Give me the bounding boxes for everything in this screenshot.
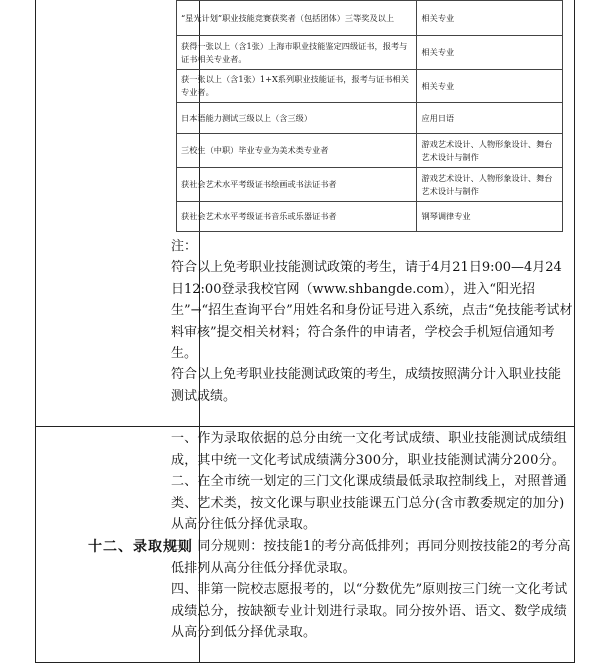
major-cell: 相关专业 <box>417 36 563 70</box>
table-row <box>177 202 563 232</box>
table-row <box>177 70 563 103</box>
table-row <box>177 134 563 168</box>
condition-cell: 三校生（中职）毕业专业为美术类专业者 <box>177 134 417 168</box>
major-cell: 游戏艺术设计、人物形象设计、舞台艺术设计与制作 <box>417 134 563 168</box>
condition-cell: 获社会艺术水平考级证书音乐或乐器证书者 <box>177 202 417 232</box>
major-cell: 应用日语 <box>417 103 563 134</box>
row-divider <box>36 426 574 427</box>
major-cell: 相关专业 <box>417 1 563 36</box>
notes-paragraph: 符合以上免考职业技能测试政策的考生，请于4月21日9:00—4月24日12:00登录我校官网（www.shbangde.com），进入“阳光招生”→“招生查询平台”用姓名和身份证号进入系统，点击“免技能考试材料审核”提交相关材料；符合条件的申请者，学校会手机短信通知考生。 <box>171 260 573 362</box>
rule-paragraph: 一、作为录取依据的总分由统一文化考试成绩、职业技能测试成绩组成，其中统一文化考试成绩满分300分，职业技能测试满分200分。 <box>171 431 568 468</box>
rule-paragraph: 二、在全市统一划定的三门文化课成绩最低录取控制线上，对照普通类、艺术类，按文化课与职业技能课五门总分(含市教委规定的加分)从高分往低分择优录取。 <box>171 474 568 533</box>
table-row <box>177 36 563 70</box>
table-row <box>177 1 563 36</box>
condition-cell: 获社会艺术水平考级证书绘画或书法证书者 <box>177 168 417 202</box>
major-cell: 游戏艺术设计、人物形象设计、舞台艺术设计与制作 <box>417 168 563 202</box>
rule-paragraph: 三、同分规则：按技能1的考分高低排列；再同分则按技能2的考分高低排列从高分往低分择优录取。 <box>171 538 571 576</box>
rules-block <box>171 428 573 644</box>
notes-paragraph: 符合以上免考职业技能测试政策的考生，成绩按照满分计入职业技能测试成绩。 <box>171 367 562 404</box>
condition-cell: 日本语能力测试三级以上（含三级） <box>177 103 417 134</box>
condition-cell: 获一张以上（含1张）1+X系列职业技能证书，报考与证书相关专业者。 <box>177 70 417 103</box>
notes-block <box>171 236 573 407</box>
table-row <box>177 168 563 202</box>
major-cell: 钢琴调律专业 <box>417 202 563 232</box>
section-title: 十二、录取规则 <box>88 539 193 555</box>
exempt-conditions-table <box>176 0 563 232</box>
table-row <box>177 103 563 134</box>
condition-cell: 获得一张以上（含1张）上海市职业技能鉴定四级证书，报考与证书相关专业者。 <box>177 36 417 70</box>
row-divider-bottom <box>36 662 574 663</box>
rule-paragraph: 四、非第一院校志愿报考的，以“分数优先”原则按三门统一文化考试成绩总分，按缺额专业计划进行录取。同分按外语、语文、数学成绩从高分到低分择优录取。 <box>171 582 568 641</box>
condition-cell: “星光计划”职业技能竞赛获奖者（包括团体）三等奖及以上 <box>177 1 417 36</box>
major-cell: 相关专业 <box>417 70 563 103</box>
notes-label: 注： <box>171 239 198 254</box>
